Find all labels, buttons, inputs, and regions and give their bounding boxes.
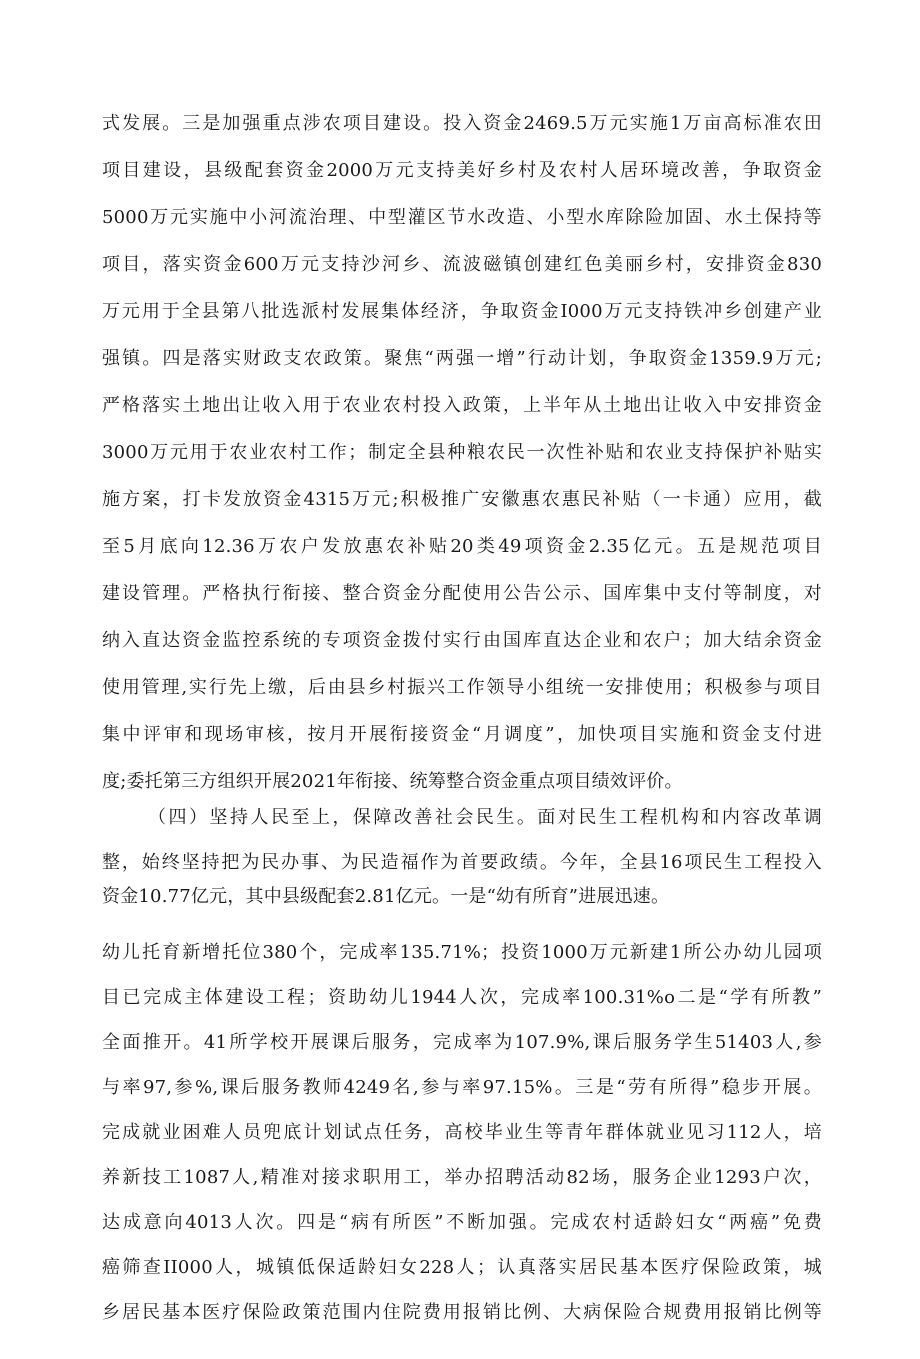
body-text-line: 养新技工1087人,精准对接求职用工，举办招聘活动82场，服务企业1293户次， bbox=[102, 1167, 822, 1188]
body-text-line: 全面推开。41所学校开展课后服务，完成率为107.9%,课后服务学生51403人,参 bbox=[102, 1032, 822, 1053]
body-text-line: 建设管理。严格执行衔接、整合资金分配使用公告公示、国库集中支付等制度，对 bbox=[102, 583, 822, 604]
body-text-line: 项目，落实资金600万元支持沙河乡、流波磁镇创建红色美丽乡村，安排资金830 bbox=[102, 254, 822, 275]
body-text-line: 幼儿托育新增托位380个，完成率135.71%；投资1000万元新建1所公办幼儿园项 bbox=[102, 942, 822, 963]
body-text-line: 强镇。四是落实财政支农政策。聚焦“两强一增”行动计划，争取资金1359.9万元; bbox=[102, 348, 822, 369]
body-text-line: 施方案，打卡发放资金4315万元;积极推广安徽惠农惠民补贴（一卡通）应用，截 bbox=[102, 489, 822, 510]
body-text-line: 乡居民基本医疗保险政策范围内住院费用报销比例、大病保险合规费用报销比例等 bbox=[102, 1302, 822, 1323]
body-text-line: 3000万元用于农业农村工作；制定全县种粮农民一次性补贴和农业支持保护补贴实 bbox=[102, 442, 822, 463]
body-text-line: 度;委托第三方组织开展2021年衔接、统筹整合资金重点项目绩效评价。 bbox=[102, 771, 683, 792]
body-text-line: 式发展。三是加强重点涉农项目建设。投入资金2469.5万元实施1万亩高标准农田 bbox=[102, 113, 822, 134]
body-text-line: 达成意向4013人次。四是“病有所医”不断加强。完成农村适龄妇女“两癌”免费 bbox=[102, 1212, 822, 1233]
body-text-line: 纳入直达资金监控系统的专项资金拨付实行由国库直达企业和农户；加大结余资金 bbox=[102, 630, 822, 651]
body-text-line: 与率97,参%,课后服务教师4249名,参与率97.15%。三是“劳有所得”稳步开展。 bbox=[102, 1077, 822, 1098]
body-text-line: 目已完成主体建设工程；资助幼儿1944人次，完成率100.31%o二是“学有所教” bbox=[102, 987, 822, 1008]
body-text-line: 至5月底向12.36万农户发放惠农补贴20类49项资金2.35亿元。五是规范项目 bbox=[102, 536, 822, 557]
body-text-line: 5000万元实施中小河流治理、中型灌区节水改造、小型水库除险加固、水土保持等 bbox=[102, 207, 822, 228]
body-text-line: 完成就业困难人员兜底计划试点任务，高校毕业生等青年群体就业见习112人，培 bbox=[102, 1122, 822, 1143]
body-text-line: 集中评审和现场审核，按月开展衔接资金“月调度”，加快项目实施和资金支付进 bbox=[102, 724, 822, 745]
body-text-line: 万元用于全县第八批选派村发展集体经济，争取资金I000万元支持铁冲乡创建产业 bbox=[102, 301, 822, 322]
body-text-line: 严格落实土地出让收入用于农业农村投入政策，上半年从土地出让收入中安排资金 bbox=[102, 395, 822, 416]
body-text-line: 资金10.77亿元，其中县级配套2.81亿元。一是“幼有所育”进展迅速。 bbox=[102, 886, 670, 907]
section-heading-line: （四）坚持人民至上，保障改善社会民生。面对民生工程机构和内容改革调 bbox=[148, 807, 822, 828]
body-text-line: 癌筛查II000人，城镇低保适龄妇女228人；认真落实居民基本医疗保险政策，城 bbox=[102, 1257, 822, 1278]
body-text-line: 整，始终坚持把为民办事、为民造福作为首要政绩。今年，全县16项民生工程投入 bbox=[102, 852, 822, 873]
body-text-line: 使用管理,实行先上缴，后由县乡村振兴工作领导小组统一安排使用；积极参与项目 bbox=[102, 677, 822, 698]
body-text-line: 项目建设，县级配套资金2000万元支持美好乡村及农村人居环境改善，争取资金 bbox=[102, 160, 822, 181]
